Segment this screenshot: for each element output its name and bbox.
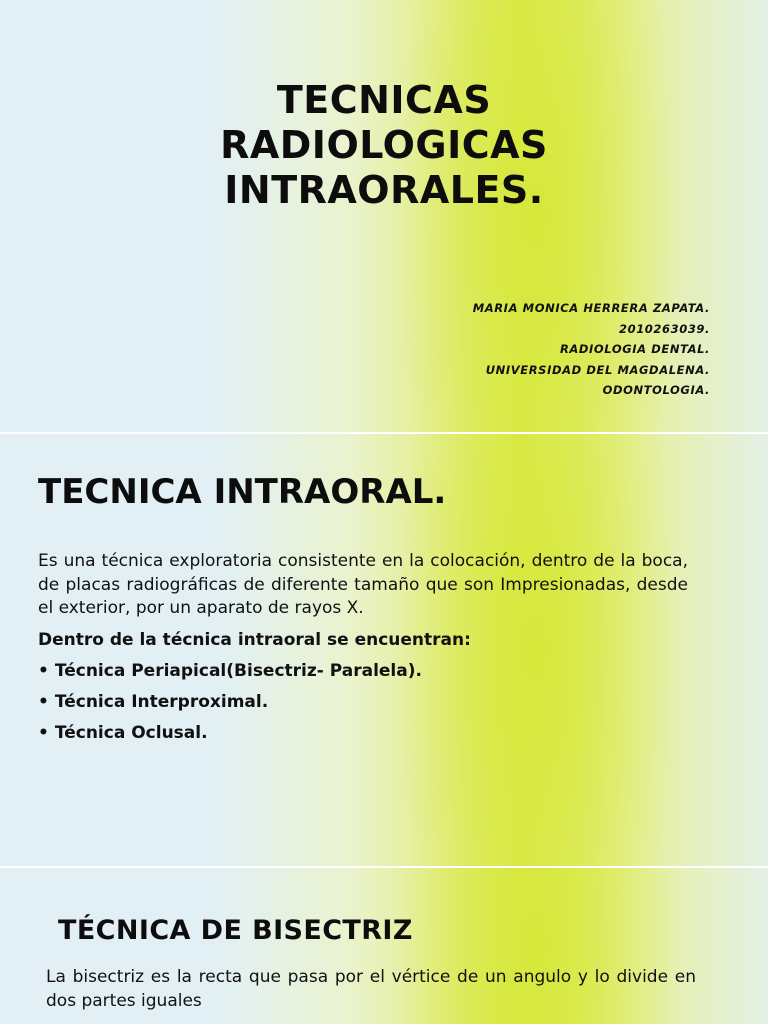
university-name: UNIVERSIDAD DEL MAGDALENA. <box>485 362 710 377</box>
list-item <box>38 659 422 690</box>
list-item-text: Técnica Periapical(Bisectriz- Paralela). <box>54 661 422 681</box>
slide-paragraph: La bisectriz es la recta que pasa por el vértice de un angulo y lo divide en dos partes iguales <box>46 967 696 1011</box>
slide-heading: TECNICA INTRAORAL. <box>38 472 447 512</box>
title-line: INTRAORALES. <box>224 168 544 212</box>
technique-list <box>38 659 422 752</box>
bullet-icon: • <box>38 661 49 681</box>
program-name: ODONTOLOGIA. <box>602 383 710 397</box>
bullet-icon: • <box>38 692 49 712</box>
list-item-text: Técnica Interproximal. <box>54 692 269 712</box>
presentation-title <box>0 78 768 213</box>
course-name: RADIOLOGIA DENTAL. <box>559 342 710 356</box>
list-item <box>38 721 422 752</box>
author-info <box>473 298 710 401</box>
slide-heading: TÉCNICA DE BISECTRIZ <box>58 915 413 946</box>
title-line: TECNICAS <box>276 78 492 122</box>
list-item-text: Técnica Oclusal. <box>54 723 208 743</box>
author-name: MARIA MONICA HERRERA ZAPATA. <box>472 301 710 315</box>
slide-bisectriz <box>0 868 768 1024</box>
slide-intraoral <box>0 434 768 866</box>
list-intro: Dentro de la técnica intraoral se encuentran: <box>38 630 471 650</box>
bullet-icon: • <box>38 723 49 743</box>
title-line: RADIOLOGICAS <box>220 123 548 167</box>
slide-title <box>0 0 768 432</box>
slide-paragraph: Es una técnica exploratoria consistente en la colocación, dentro de la boca, de placas radiográficas de diferente tamaño que son Impresionadas, desde el exterior, por un aparato de rayos X. <box>38 551 688 618</box>
student-id: 2010263039. <box>619 321 710 336</box>
list-item <box>38 690 422 721</box>
